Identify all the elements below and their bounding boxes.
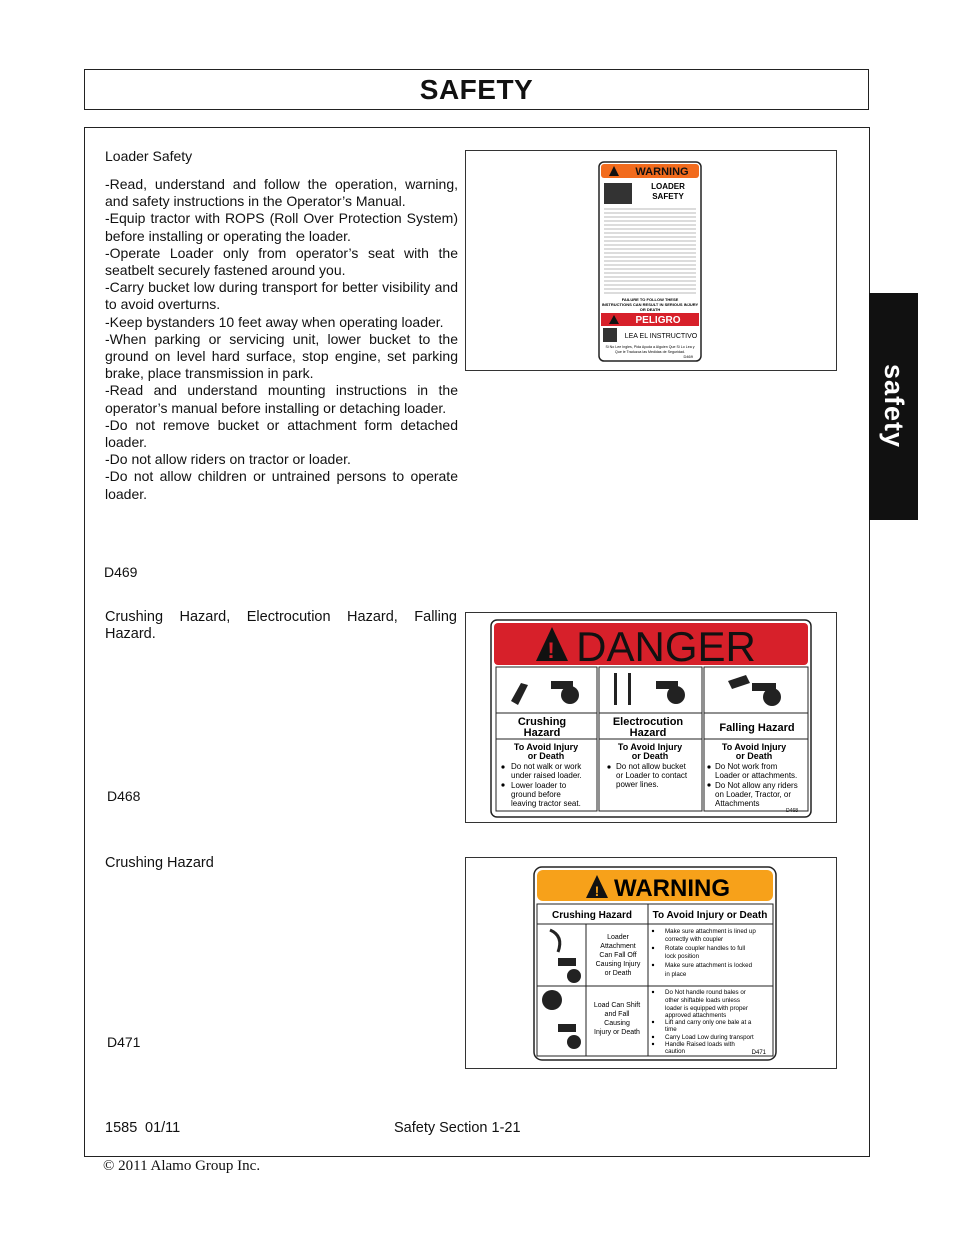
- decal-text: and Fall: [604, 1011, 630, 1018]
- section-heading-crushing-hazard: Crushing Hazard: [105, 855, 214, 871]
- footer-date: 01/11: [145, 1120, 181, 1136]
- decal-text: Make sure attachment is locked: [665, 962, 753, 969]
- hazard-title: To Avoid Injury or Death: [652, 910, 768, 921]
- decal-text: under raised loader.: [511, 771, 582, 780]
- safety-item: -Equip tractor with ROPS (Roll Over Protection System) before installing or operating the loader.: [105, 210, 458, 244]
- decal-image-d469: [465, 150, 837, 371]
- hazard-title: Falling Hazard: [719, 722, 795, 734]
- manual-reader-icon: [604, 183, 632, 204]
- decal-text: OR DEATH: [639, 307, 661, 312]
- safety-item: -Do not allow riders on tractor or loader.: [105, 451, 351, 468]
- decal-text: Make sure attachment is lined up: [665, 928, 756, 935]
- svg-text:!: !: [594, 883, 600, 899]
- section-heading-hazards: Crushing Hazard, Electrocution Hazard, Falling Hazard.: [105, 609, 457, 643]
- side-tab: [869, 293, 918, 520]
- hazard-title: Crushing: [517, 716, 567, 728]
- decal-text: Do not allow bucket: [616, 762, 686, 771]
- decal-text: Causing Injury: [595, 961, 641, 968]
- avoid-text: To Avoid Injury: [721, 742, 787, 752]
- decal-text: Rotate coupler handles to full: [665, 945, 746, 952]
- decal-text: Injury or Death: [594, 1029, 640, 1036]
- decal-text: Do Not work from: [715, 762, 778, 771]
- decal-text: caution: [665, 1048, 685, 1055]
- avoid-text: or Death: [631, 751, 669, 761]
- decal-code: D471: [751, 1050, 766, 1056]
- decal-text: Carry Load Low during transport: [665, 1034, 754, 1041]
- decal-text: other shiftable loads unless: [665, 997, 740, 1004]
- safety-item: -Read and understand mounting instructions in the operator’s manual before installing or detaching loader.: [105, 382, 458, 416]
- page-title: SAFETY: [419, 73, 534, 105]
- safety-item: -Read, understand and follow the operation, warning, and safety instructions in the Operator’s Manual.: [105, 176, 458, 210]
- hazard-title: Crushing Hazard: [551, 910, 633, 921]
- decal-text: INSTRUCTIONS CAN RESULT IN SERIOUS INJURY: [601, 302, 699, 307]
- decal-text: Causing: [604, 1020, 630, 1027]
- decal-text: Handle Raised loads with: [665, 1041, 735, 1048]
- decal-text: or Loader to contact: [616, 771, 688, 780]
- decal-text: lock position: [665, 953, 700, 960]
- decal-text: Do Not allow any riders: [715, 781, 798, 790]
- decal-text: Can Fall Off: [599, 952, 637, 959]
- safety-item: -Keep bystanders 10 feet away when operating loader.: [105, 313, 444, 330]
- avoid-text: To Avoid Injury: [617, 742, 683, 752]
- manual-icon: [603, 328, 617, 342]
- decal-image-d468: [465, 612, 837, 823]
- copyright: © 2011 Alamo Group Inc.: [103, 1158, 261, 1174]
- avoid-text: To Avoid Injury: [513, 742, 579, 752]
- section-heading-loader-safety: Loader Safety: [105, 148, 193, 164]
- decal-text: Load Can Shift: [593, 1002, 641, 1009]
- svg-text:!: !: [547, 638, 555, 663]
- decal-text: Loader: [607, 934, 629, 941]
- decal-image-d471: [465, 857, 837, 1069]
- footer-section: Safety Section 1-21: [394, 1120, 521, 1136]
- footer-model: 1585: [105, 1120, 138, 1136]
- decal-text: Lift and carry only one bale at a: [665, 1019, 752, 1026]
- decal-warning-word: WARNING: [635, 166, 689, 178]
- decal-text: Attachment: [600, 943, 636, 950]
- decal-text: LEA EL INSTRUCTIVO: [624, 333, 698, 340]
- decal-text: ground before: [511, 790, 561, 799]
- avoid-text: or Death: [735, 751, 773, 761]
- decal-text: or Death: [604, 970, 632, 977]
- decal-text: Attachments: [715, 799, 760, 808]
- loader-safety-decal: [466, 151, 836, 370]
- avoid-text: or Death: [527, 751, 565, 761]
- decal-code: D469: [683, 354, 693, 359]
- hazard-title: Electrocution: [612, 716, 684, 728]
- danger-decal: [466, 613, 836, 822]
- loader-safety-list: [105, 176, 458, 503]
- decal-text: loader is equipped with proper: [665, 1005, 748, 1012]
- decal-peligro-word: PELIGRO: [635, 315, 681, 326]
- decal-text: power lines.: [616, 780, 659, 789]
- side-tab-label: safety: [879, 364, 909, 449]
- crushing-warning-decal: [466, 858, 836, 1068]
- decal-id-d469: D469: [104, 564, 138, 580]
- safety-item: -Do not remove bucket or attachment form detached loader.: [105, 416, 458, 451]
- decal-text: Lower loader to: [511, 781, 567, 790]
- decal-text: approved attachments: [665, 1012, 727, 1019]
- decal-id-d468: D468: [107, 788, 141, 804]
- safety-item: -Do not allow children or untrained persons to operate loader.: [105, 468, 458, 502]
- header-banner: [84, 69, 869, 110]
- decal-title: SAFETY: [652, 192, 684, 201]
- decal-code: D468: [786, 808, 798, 814]
- safety-item: -Carry bucket low during transport for better visibility and to avoid overturns.: [105, 279, 458, 313]
- decal-text: FAILURE TO FOLLOW THESE: [621, 297, 679, 302]
- decal-warning-word: WARNING: [614, 875, 730, 902]
- decal-danger-word: DANGER: [576, 623, 756, 670]
- decal-text: leaving tractor seat.: [511, 799, 581, 808]
- decal-text: Si No Lee Ingles, Pida Ayuda a Alguien Que Si Lo Lea y: [605, 345, 695, 349]
- decal-text: Que le Traduzca las Medidas de Seguridad.: [615, 350, 685, 354]
- safety-item: -Operate Loader only from operator’s seat with the seatbelt securely fastened around you.: [105, 244, 458, 279]
- hazard-title: Hazard: [523, 727, 561, 739]
- decal-text: correctly with coupler: [665, 936, 724, 943]
- decal-title: LOADER: [651, 182, 685, 191]
- decal-id-d471: D471: [107, 1034, 141, 1050]
- decal-text: Loader or attachments.: [715, 771, 798, 780]
- decal-text: Do not walk or work: [511, 762, 582, 771]
- decal-text: in place: [665, 971, 687, 978]
- decal-text: time: [665, 1026, 677, 1033]
- safety-item: -When parking or servicing unit, lower bucket to the ground on level hard surface, stop engine, set parking brake, place transmission in park.: [105, 330, 458, 382]
- hazard-title: Hazard: [629, 727, 667, 739]
- decal-text: on Loader, Tractor, or: [715, 790, 792, 799]
- decal-text: Do Not handle round bales or: [665, 989, 746, 996]
